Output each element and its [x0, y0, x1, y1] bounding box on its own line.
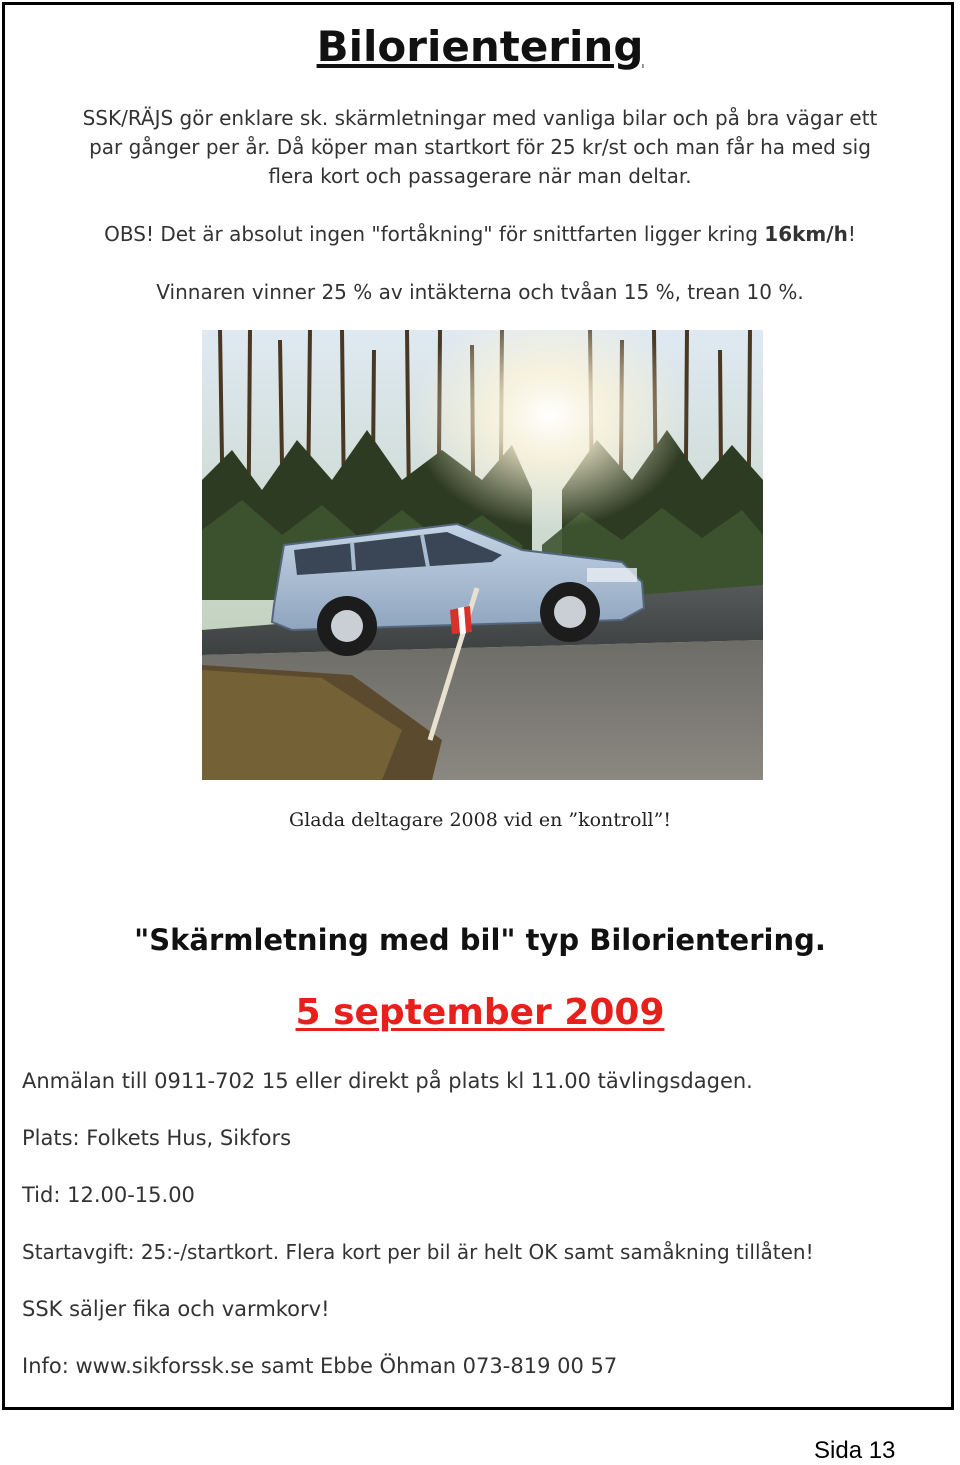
place-line: Plats: Folkets Hus, Sikfors [22, 1126, 292, 1150]
event-heading: "Skärmletning med bil" typ Bilorientering. [134, 923, 826, 957]
photo-illustration [202, 330, 763, 780]
page-title: Bilorientering [316, 22, 644, 71]
fee-line: Startavgift: 25:-/startkort. Flera kort per bil är helt OK samt samåkning tillåten! [22, 1240, 814, 1264]
contact-line: Info: www.sikforssk.se samt Ebbe Öhman 073-819 00 57 [22, 1354, 618, 1378]
event-date: 5 september 2009 [295, 992, 665, 1033]
prizes-line: Vinnaren vinner 25 % av intäkterna och tvåan 15 %, trean 10 %. [156, 280, 804, 304]
notice-end: ! [847, 222, 856, 246]
page-number: Sida 13 [814, 1437, 896, 1464]
registration-line: Anmälan till 0911-702 15 eller direkt på plats kl 11.00 tävlingsdagen. [22, 1069, 753, 1093]
notice-text: OBS! Det är absolut ingen "fortåkning" för snittfarten ligger kring [104, 222, 765, 246]
notice-line [0, 222, 960, 246]
cafe-line: SSK säljer fika och varmkorv! [22, 1297, 330, 1321]
intro-line-2: par gånger per år. Då köper man startkort för 25 kr/st och man får ha med sig [89, 135, 871, 159]
notice-speed: 16km/h [764, 222, 848, 246]
time-line: Tid: 12.00-15.00 [22, 1183, 195, 1207]
participants-photo [202, 330, 763, 780]
intro-line-3: flera kort och passagerare när man deltar. [268, 164, 692, 188]
intro-line-1: SSK/RÄJS gör enklare sk. skärmletningar med vanliga bilar och på bra vägar ett [82, 106, 878, 130]
photo-caption: Glada deltagare 2008 vid en ”kontroll”! [289, 809, 671, 831]
